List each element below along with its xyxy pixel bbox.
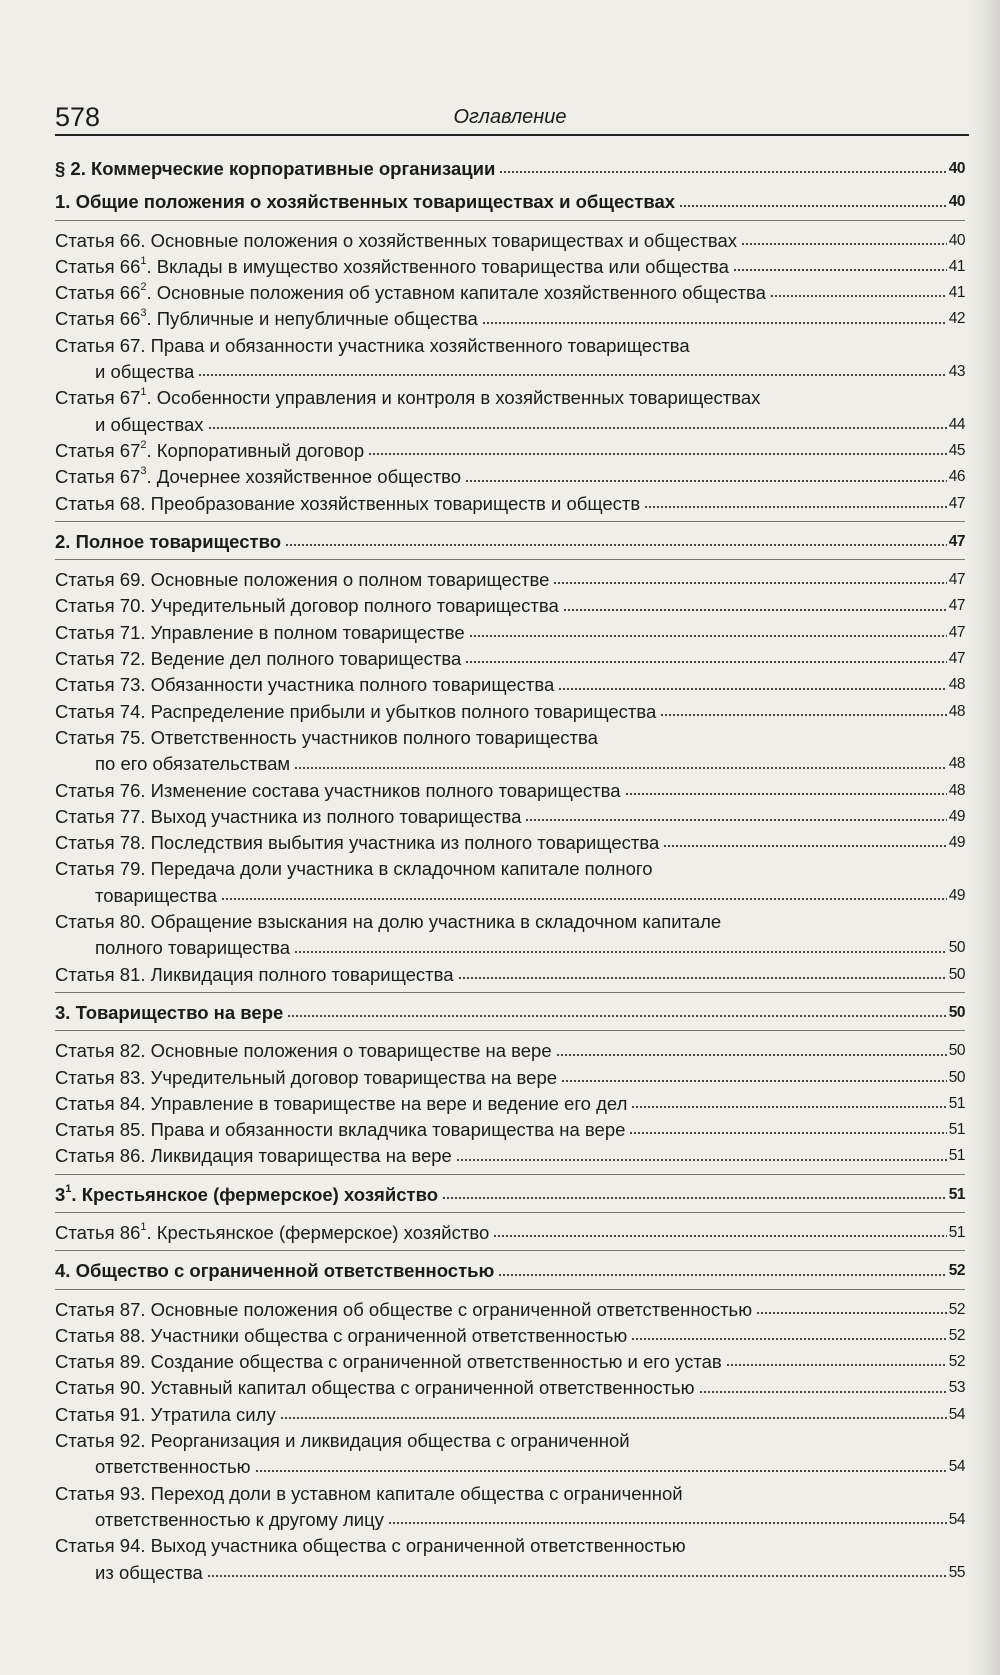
toc-entry (55, 1091, 965, 1117)
dot-leader (741, 240, 947, 248)
toc-entry (55, 228, 965, 254)
page-ref: 51 (948, 1147, 965, 1165)
dot-leader (285, 541, 947, 549)
toc-entry-first-line (55, 909, 965, 935)
toc-entry-label-text: Статья 90. Уставный капитал общества с ограниченной ответственностью (55, 1377, 695, 1399)
toc-entry (55, 438, 965, 464)
toc-entry-label-text: Статья 66 (55, 308, 141, 330)
toc-entry-continuation-text: из общества (95, 1561, 203, 1583)
section-heading (55, 189, 965, 215)
dot-leader (631, 1335, 946, 1343)
dot-leader (456, 1156, 947, 1164)
toc-entry-label-text: Статья 93. Переход доли в уставном капитале общества с ограниченной (55, 1482, 683, 1504)
toc-entry (55, 1323, 965, 1349)
page-number: 578 (55, 102, 101, 132)
section-heading (55, 1182, 965, 1208)
toc-entry (55, 962, 965, 988)
toc-entry (55, 306, 965, 332)
toc-entry-label-text: Статья 67 (55, 439, 141, 461)
toc-entry-label-text: Статья 75. Ответственность участников полного товарищества (55, 726, 598, 748)
toc-entry-continuation-text: и общества (95, 361, 195, 383)
page-ref: 40 (948, 193, 965, 211)
toc-entry-label (55, 593, 559, 619)
page-ref: 50 (948, 1068, 965, 1086)
toc-entry-label (55, 228, 737, 254)
toc-entry-label (55, 1220, 489, 1246)
toc-entry-label-text: Статья 81. Ликвидация полного товарищества (55, 963, 454, 985)
toc-entry-continuation-text: ответственностью к другому лицу (95, 1508, 384, 1530)
page-ref: 48 (948, 781, 965, 799)
page-ref: 49 (948, 886, 965, 904)
page-ref: 47 (948, 494, 965, 512)
page-ref: 50 (948, 1042, 965, 1060)
toc-entry-label-text: Статья 94. Выход участника общества с ограниченной ответственностью (55, 1535, 686, 1557)
toc-entry-first-line (55, 385, 965, 411)
toc-entry (55, 491, 965, 517)
toc-entry-label (55, 1375, 695, 1401)
toc-entry-label (55, 962, 454, 988)
toc-entry-label (55, 620, 465, 646)
section-divider (55, 1174, 965, 1175)
dot-leader (198, 371, 946, 379)
page-ref: 55 (948, 1563, 965, 1581)
toc-entry (55, 830, 965, 856)
superscript-number: 1 (140, 386, 147, 399)
section-gap (55, 182, 965, 189)
toc-entry-first-line (55, 856, 965, 882)
toc-entry-label (55, 254, 729, 280)
superscript-number: 1 (140, 254, 147, 267)
section-heading (55, 1258, 965, 1284)
page-ref: 47 (948, 650, 965, 668)
toc-entry-label-text: Статья 66. Основные положения о хозяйственных товариществах и обществах (55, 229, 737, 251)
toc-entry-label (55, 1091, 627, 1117)
dot-leader (465, 477, 947, 485)
page-ref: 47 (948, 623, 965, 641)
toc-entry (55, 1349, 965, 1375)
toc-entry (55, 804, 965, 830)
page-ref: 51 (948, 1094, 965, 1112)
toc-entry-label-text: Статья 67 (55, 387, 141, 409)
dot-leader (679, 202, 947, 210)
toc-entry-continuation (55, 1560, 965, 1586)
dot-leader (469, 632, 947, 640)
toc-entry-label-text: Статья 76. Изменение состава участников полного товарищества (55, 779, 621, 801)
toc-entry-label-text: Статья 88. Участники общества с ограниченной ответственностью (55, 1324, 628, 1346)
toc-entry-label (55, 672, 554, 698)
dot-leader (699, 1388, 947, 1396)
toc-entry-label (55, 778, 621, 804)
dot-leader (255, 1467, 947, 1475)
toc-entry-label (55, 727, 598, 748)
toc-entry-label-text-rest: . Корпоративный договор (146, 439, 365, 461)
toc-entry-first-line (55, 1533, 965, 1559)
toc-entry-label (55, 1038, 552, 1064)
toc-entry-label (55, 306, 478, 332)
dot-leader (482, 319, 947, 327)
toc-entry-continuation (55, 935, 965, 961)
superscript-number: 1 (65, 1182, 72, 1195)
toc-entry (55, 1038, 965, 1064)
section-heading (55, 529, 965, 555)
toc-entry (55, 620, 965, 646)
toc-entry-label-text: Статья 72. Ведение дел полного товарищества (55, 648, 462, 670)
toc-entry (55, 778, 965, 804)
toc-entry (55, 1065, 965, 1091)
section-heading (55, 1000, 965, 1026)
toc-entry-continuation-text: и обществах (95, 413, 204, 435)
page-header (55, 98, 965, 136)
section-heading-label (55, 1182, 438, 1208)
toc-entry-first-line (55, 1428, 965, 1454)
section-divider (55, 559, 965, 560)
toc-entry-continuation-text: ответственностью (95, 1456, 251, 1478)
section-heading-label (55, 1258, 494, 1284)
dot-leader (294, 948, 947, 956)
toc-entry-first-line (55, 333, 965, 359)
page-ref: 47 (948, 532, 965, 550)
toc-entry-label-text: Статья 89. Создание общества с ограниченной ответственностью и его устав (55, 1351, 722, 1373)
toc-entry-label (55, 830, 659, 856)
page-ref: 52 (948, 1326, 965, 1344)
toc-entry (55, 699, 965, 725)
page-ref: 49 (948, 807, 965, 825)
toc-entry-label (55, 1483, 683, 1504)
toc-entry-label-text-rest: . Вклады в имущество хозяйственного товарищества или общества (146, 255, 729, 277)
toc-entry (55, 464, 965, 490)
dot-leader (499, 168, 946, 176)
dot-leader (733, 266, 947, 274)
toc-entry-first-line (55, 1481, 965, 1507)
page-ref: 52 (948, 1353, 965, 1371)
section-heading (55, 156, 965, 182)
toc-entry-label-text: Статья 73. Обязанности участника полного товарищества (55, 674, 555, 696)
toc-entry-label-text: Статья 80. Обращение взыскания на долю участника в складочном капитале (55, 911, 722, 933)
toc-entry-label (55, 858, 653, 879)
section-divider (55, 1030, 965, 1031)
page-ref: 47 (948, 597, 965, 615)
dot-leader (493, 1232, 946, 1240)
page-ref: 54 (948, 1405, 965, 1423)
toc-entry-label-text-rest: . Крестьянское (фермерское) хозяйство (146, 1221, 490, 1243)
page-ref: 49 (948, 834, 965, 852)
toc-entry-label-text: Статья 74. Распределение прибыли и убытков полного товарищества (55, 700, 657, 722)
dot-leader (663, 842, 946, 850)
superscript-number: 2 (140, 281, 147, 294)
page-ref: 50 (948, 965, 965, 983)
toc-entry-label-text: Статья 86. Ликвидация товарищества на вере (55, 1145, 452, 1167)
toc-entry-label-text: Статья 86 (55, 1221, 141, 1243)
toc-entry-label-text: Статья 67. Права и обязанности участника хозяйственного товарищества (55, 334, 690, 356)
toc-entry-label (55, 1430, 630, 1451)
page-ref: 48 (948, 755, 965, 773)
table-of-contents (55, 156, 965, 1586)
dot-leader (208, 424, 947, 432)
page-ref: 52 (948, 1262, 965, 1280)
toc-entry-label-text: Статья 91. Утратила силу (55, 1403, 276, 1425)
toc-entry-continuation (55, 1454, 965, 1480)
toc-entry-continuation (55, 1507, 965, 1533)
toc-entry-label-text: Статья 68. Преобразование хозяйственных товариществ и обществ (55, 492, 641, 514)
toc-entry-label (55, 491, 640, 517)
toc-entry-label-text-rest: . Основные положения об уставном капитале хозяйственного общества (146, 282, 766, 304)
section-heading-label-text: 3. Товарищество на вере (55, 1001, 284, 1023)
section-heading-label (55, 189, 675, 215)
dot-leader (644, 503, 947, 511)
page-ref: 51 (948, 1121, 965, 1139)
toc-entry (55, 1297, 965, 1323)
page-ref: 41 (948, 257, 965, 275)
toc-entry-label (55, 387, 760, 408)
dot-leader (280, 1414, 947, 1422)
page-ref: 51 (948, 1223, 965, 1241)
toc-entry-continuation (55, 751, 965, 777)
dot-leader (458, 974, 947, 982)
toc-entry-label-text: Статья 82. Основные положения о товариществе на вере (55, 1040, 552, 1062)
toc-entry-label (55, 438, 364, 464)
section-heading-label-text: 1. Общие положения о хозяйственных товариществах и обществах (55, 191, 676, 213)
superscript-number: 3 (140, 307, 147, 320)
section-divider (55, 220, 965, 221)
toc-entry (55, 1143, 965, 1169)
toc-entry-label-text-rest: . Дочернее хозяйственное общество (146, 466, 462, 488)
toc-entry (55, 254, 965, 280)
section-heading-label (55, 156, 495, 182)
toc-entry (55, 672, 965, 698)
toc-entry (55, 280, 965, 306)
toc-entry-label-text: Статья 87. Основные положения об обществе с ограниченной ответственностью (55, 1298, 753, 1320)
toc-entry-continuation (55, 883, 965, 909)
dot-leader (287, 1012, 946, 1020)
toc-entry (55, 1220, 965, 1246)
toc-entry-continuation-text: товарищества (95, 884, 218, 906)
superscript-number: 3 (140, 465, 147, 478)
superscript-number: 1 (140, 1220, 147, 1233)
dot-leader (553, 579, 946, 587)
toc-entry-label-text: Статья 79. Передача доли участника в складочном капитале полного (55, 858, 653, 880)
toc-entry-label-text: Статья 83. Учредительный договор товарищества на вере (55, 1066, 558, 1088)
dot-leader (368, 450, 947, 458)
toc-entry-label (55, 1143, 452, 1169)
toc-entry (55, 1117, 965, 1143)
toc-entry-label (55, 699, 656, 725)
dot-leader (221, 895, 947, 903)
dot-leader (465, 658, 946, 666)
dot-leader (563, 606, 947, 614)
toc-entry-label (55, 1349, 722, 1375)
toc-entry (55, 1402, 965, 1428)
toc-entry-label-text-rest: . Особенности управления и контроля в хозяйственных товариществах (146, 387, 761, 409)
page-ref: 41 (948, 284, 965, 302)
page-ref: 51 (948, 1185, 965, 1203)
toc-entry-label (55, 1117, 625, 1143)
page-ref: 46 (948, 468, 965, 486)
toc-entry-continuation (55, 359, 965, 385)
dot-leader (556, 1051, 947, 1059)
toc-entry-label-text: Статья 70. Учредительный договор полного товарищества (55, 595, 559, 617)
dot-leader (660, 711, 946, 719)
toc-entry-label-text: Статья 71. Управление в полном товариществе (55, 621, 465, 643)
section-divider (55, 1289, 965, 1290)
toc-entry-label (55, 804, 521, 830)
page-ref: 50 (948, 939, 965, 957)
toc-entry-label-text: Статья 84. Управление в товариществе на вере и ведение его дел (55, 1092, 628, 1114)
dot-leader (207, 1572, 947, 1580)
toc-entry-label (55, 280, 766, 306)
toc-entry-first-line (55, 725, 965, 751)
dot-leader (294, 764, 947, 772)
toc-entry-label-text: Статья 67 (55, 466, 141, 488)
dot-leader (625, 790, 947, 798)
section-heading-label (55, 1000, 283, 1026)
running-title: Оглавление (453, 106, 567, 128)
toc-entry-label (55, 335, 690, 356)
section-heading-label-text: § 2. Коммерческие корпоративные организации (55, 158, 496, 179)
page-ref: 40 (948, 231, 965, 249)
toc-entry-continuation (55, 412, 965, 438)
toc-entry-label (55, 1065, 557, 1091)
toc-entry-label (55, 1402, 276, 1428)
toc-entry-label (55, 1297, 752, 1323)
dot-leader (388, 1519, 947, 1527)
dot-leader (756, 1309, 947, 1317)
page-ref: 48 (948, 702, 965, 720)
section-divider (55, 521, 965, 522)
superscript-number: 2 (140, 438, 147, 451)
toc-entry (55, 1375, 965, 1401)
page-ref: 54 (948, 1510, 965, 1528)
dot-leader (726, 1361, 947, 1369)
page-ref: 45 (948, 441, 965, 459)
toc-entry-label-text: Статья 92. Реорганизация и ликвидация общества с ограниченной (55, 1430, 630, 1452)
dot-leader (561, 1077, 947, 1085)
section-divider (55, 992, 965, 993)
page-ref: 44 (948, 415, 965, 433)
toc-entry (55, 567, 965, 593)
dot-leader (629, 1129, 946, 1137)
header-rule (55, 134, 969, 136)
section-heading-label-text: 3 (55, 1183, 66, 1205)
toc-entry-continuation-text: полного товарищества (95, 937, 290, 959)
page-edge-shadow (966, 0, 1000, 1675)
dot-leader (498, 1271, 946, 1279)
toc-entry-label-text: Статья 77. Выход участника из полного товарищества (55, 805, 522, 827)
toc-entry-label (55, 646, 461, 672)
section-heading-label-text: 2. Полное товарищество (55, 530, 282, 552)
toc-entry-label (55, 464, 461, 490)
section-divider (55, 1250, 965, 1251)
toc-entry-label (55, 1535, 686, 1556)
dot-leader (558, 685, 946, 693)
toc-entry-label-text: Статья 66 (55, 282, 141, 304)
toc-entry-label-text: Статья 78. Последствия выбытия участника из полного товарищества (55, 832, 660, 854)
page-ref: 54 (948, 1458, 965, 1476)
toc-entry-label (55, 1323, 627, 1349)
page-ref: 53 (948, 1379, 965, 1397)
toc-entry (55, 593, 965, 619)
toc-entry-continuation-text: по его обязательствам (95, 753, 291, 775)
dot-leader (770, 292, 947, 300)
dot-leader (525, 816, 946, 824)
page-ref: 42 (948, 310, 965, 328)
toc-entry-label (55, 911, 721, 932)
dot-leader (631, 1103, 946, 1111)
page-ref: 47 (948, 571, 965, 589)
page-ref: 52 (948, 1300, 965, 1318)
toc-entry (55, 646, 965, 672)
toc-entry-label (55, 567, 549, 593)
section-heading-label-text: 4. Общество с ограниченной ответственностью (55, 1260, 495, 1282)
toc-entry-label-text: Статья 85. Права и обязанности вкладчика товарищества на вере (55, 1119, 626, 1141)
section-heading-label (55, 529, 281, 555)
dot-leader (442, 1194, 947, 1202)
section-heading-label-text-rest: . Крестьянское (фермерское) хозяйство (71, 1183, 439, 1205)
page-ref: 43 (948, 363, 965, 381)
toc-entry-label-text-rest: . Публичные и непубличные общества (146, 308, 478, 330)
page-ref: 50 (948, 1003, 965, 1021)
toc-entry-label-text: Статья 66 (55, 255, 141, 277)
toc-entry-label-text: Статья 69. Основные положения о полном товариществе (55, 569, 550, 591)
section-divider (55, 1212, 965, 1213)
page-ref: 40 (948, 160, 965, 177)
page-ref: 48 (948, 676, 965, 694)
